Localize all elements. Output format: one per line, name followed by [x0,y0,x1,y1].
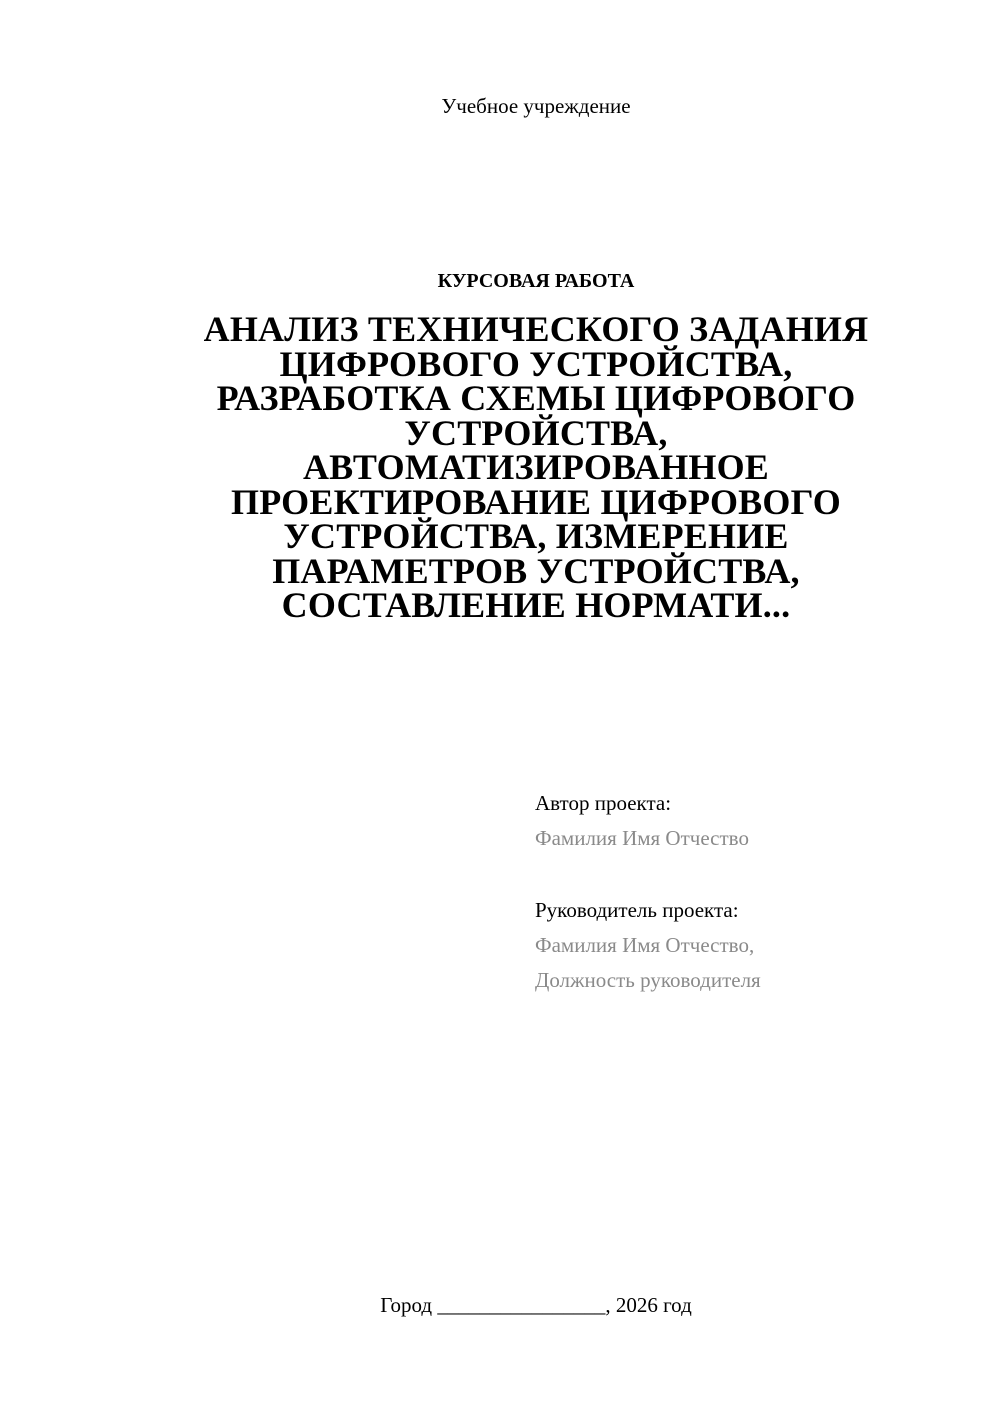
title-line: АНАЛИЗ ТЕХНИЧЕСКОГО ЗАДАНИЯ [203,309,869,349]
author-block [535,786,935,856]
title-line: УСТРОЙСТВА, [404,412,668,453]
title-line: СОСТАВЛЕНИЕ НОРМАТИ... [281,585,791,625]
author-name: Фамилия Имя Отчество [535,826,749,850]
supervisor-block [535,893,935,998]
title-line: ЦИФРОВОГО УСТРОЙСТВА, [279,343,793,384]
title-line: АВТОМАТИЗИРОВАННОЕ [302,447,770,487]
supervisor-position: Должность руководителя [535,968,761,992]
document-type: КУРСОВАЯ РАБОТА [437,270,635,292]
supervisor-label: Руководитель проекта: [535,898,739,922]
title-line: ПАРАМЕТРОВ УСТРОЙСТВА, [272,550,800,591]
author-label: Автор проекта: [535,791,672,815]
supervisor-name: Фамилия Имя Отчество, [535,933,755,957]
title-line: УСТРОЙСТВА, ИЗМЕРЕНИЕ [283,516,789,556]
title-line: ПРОЕКТИРОВАНИЕ ЦИФРОВОГО [231,481,841,522]
city-year-line: Город ________________, 2026 год [380,1293,692,1317]
document-title [170,309,902,625]
title-line: РАЗРАБОТКА СХЕМЫ ЦИФРОВОГО [216,378,856,418]
institution-name: Учебное учреждение [441,94,631,118]
